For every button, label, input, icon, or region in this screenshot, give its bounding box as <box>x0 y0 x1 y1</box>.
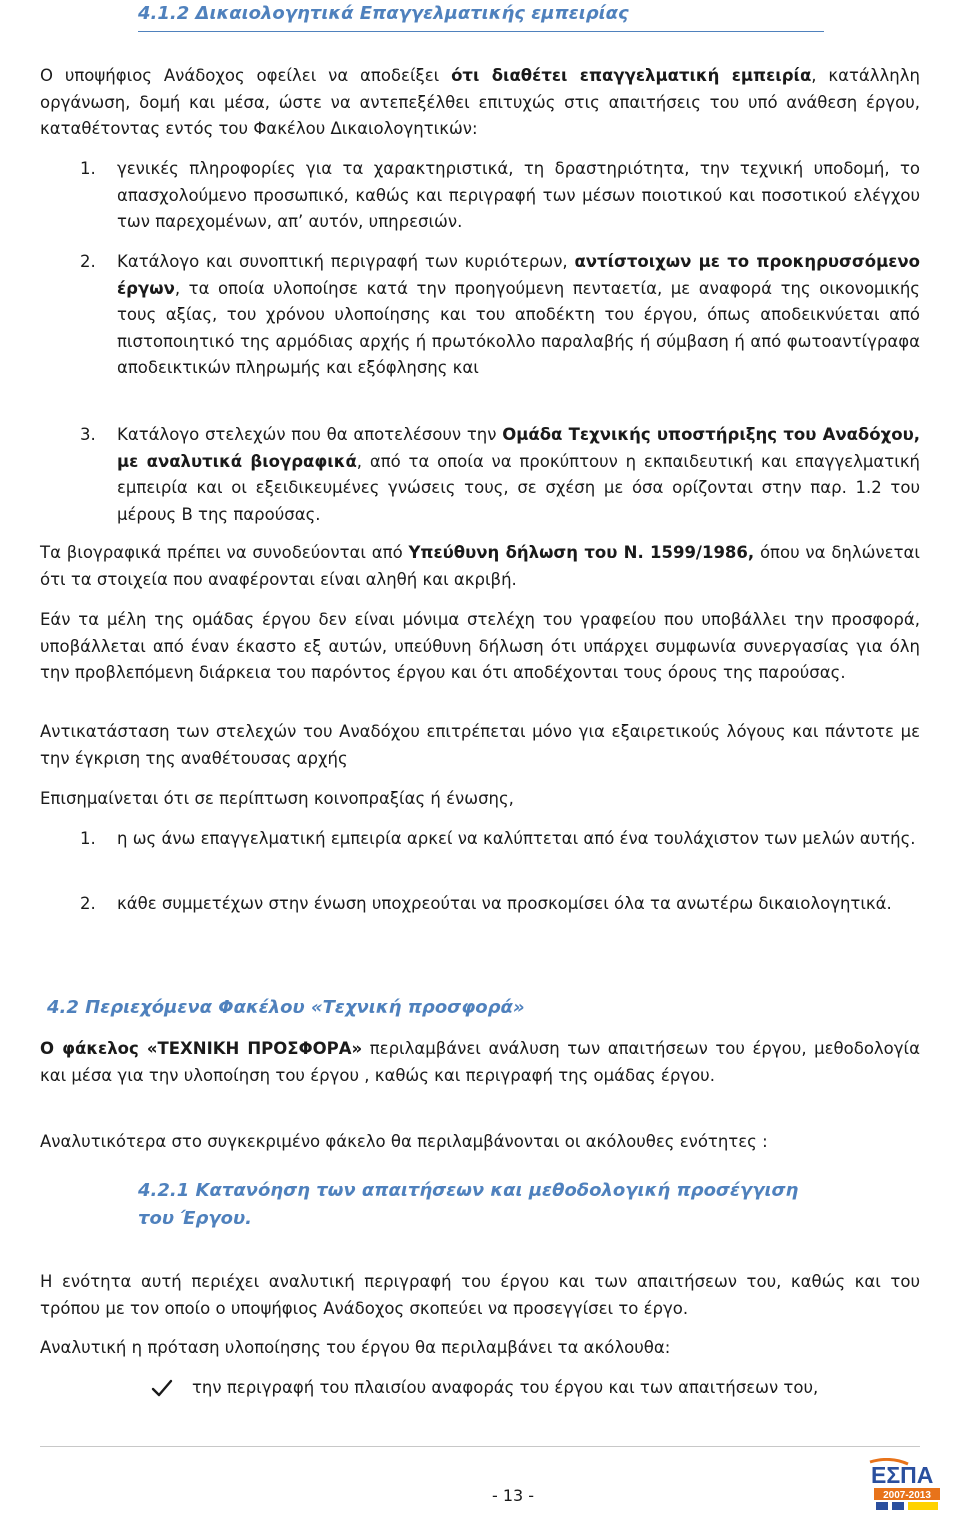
check-item-text: την περιγραφή του πλαισίου αναφοράς του έργου και των απαιτήσεων του, <box>192 1378 819 1397</box>
heading-line-2: του Έργου. <box>138 1208 253 1229</box>
list-number: 2. <box>80 252 96 271</box>
espa-logo <box>868 1458 942 1510</box>
list-item-bold-text: αντίστοιχων με το προκηρυσσόμενο έργων <box>117 252 920 298</box>
list-item-text-end: , από τα οποία να προκύπτουν η εκπαιδευτική και επαγγελματική εμπειρία και οι εξειδικευμένες γνώσεις τους, σε σχέση με όσα ορίζονται στην παρ. 1.2 του μέρους Β της παρούσας. <box>117 451 920 524</box>
folder-bold-text: Ο φάκελος «ΤΕΧΝΙΚΗ ΠΡΟΣΦΟΡΑ» <box>40 1039 363 1058</box>
detail-text: Αναλυτικότερα στο συγκεκριμένο φάκελο θα περιλαμβάνονται οι ακόλουθες ενότητες : <box>40 1132 768 1151</box>
list-number: 1. <box>80 829 96 848</box>
espa-logo-icon <box>868 1458 942 1510</box>
svg-text:ΕΣΠΑ: ΕΣΠΑ <box>871 1462 934 1488</box>
list-item <box>117 249 920 382</box>
section-heading-4-2: 4.2 Περιεχόμενα Φακέλου «Τεχνική προσφορά» <box>47 997 525 1018</box>
cv-text: Τα βιογραφικά πρέπει να συνοδεύονται από <box>40 543 409 562</box>
list-item-text: κάθε συμμετέχων στην ένωση υποχρεούται να προσκομίσει όλα τα ανωτέρω δικαιολογητικά. <box>117 894 892 913</box>
replacement-paragraph <box>40 719 920 772</box>
intro-text-end: , κατάλληλη οργάνωση, δομή και μέσα, ώστε να αντεπεξέλθει επιτυχώς στις απαιτήσεις του υπό ανάθεση έργου, καταθέτοντας εντός του Φακέλου Δικαιολογητικών: <box>40 66 920 138</box>
members-text: Εάν τα μέλη της ομάδας έργου δεν είναι μόνιμα στελέχη του γραφείου που υποβάλλει την προσφορά, υποβάλλεται από έναν έκαστο εξ αυτών, υπεύθυνη δήλωση ότι υπάρχει συμφωνία συνεργασίας για όλη την προβλεπόμενη διάρκεια του παρόντος έργου και ότι αποδέχονται τους όρους της παρούσας. <box>40 610 920 682</box>
list-item-bold-text: Ομάδα Τεχνικής υποστήριξης του Αναδόχου, με αναλυτικά βιογραφικά <box>117 425 920 471</box>
heading-line-1: 4.2.1 Κατανόηση των απαιτήσεων και μεθοδολογική προσέγγιση <box>138 1180 799 1201</box>
detail-paragraph <box>40 1129 920 1156</box>
list-number: 3. <box>80 425 96 444</box>
list-item-text: Κατάλογο και συνοπτική περιγραφή των κυριότερων, <box>117 252 575 271</box>
cv-bold-text: Υπεύθυνη δήλωση του Ν. 1599/1986, <box>408 543 755 562</box>
section-description-text: Η ενότητα αυτή περιέχει αναλυτική περιγραφή του έργου και των απαιτήσεων του, καθώς και του τρόπου με τον οποίο ο υποψήφιος Ανάδοχος σκοπεύει να προσεγγίσει το έργο. <box>40 1272 920 1318</box>
proposal-paragraph <box>40 1335 920 1362</box>
footer-divider <box>40 1446 920 1447</box>
heading-underline <box>138 31 824 32</box>
cv-text-end: όπου να δηλώνεται ότι τα στοιχεία που αναφέρονται είναι αληθή και ακριβή. <box>40 543 920 589</box>
proposal-text: Αναλυτική η πρόταση υλοποίησης του έργου θα περιλαμβάνει τα ακόλουθα: <box>40 1338 671 1357</box>
replacement-text: Αντικατάσταση των στελεχών του Αναδόχου επιτρέπεται μόνο για εξαιρετικούς λόγους και πάντοτε με την έγκριση της αναθέτουσας αρχής <box>40 722 920 768</box>
section-heading-4-2-1 <box>138 1177 898 1233</box>
list-item-text: η ως άνω επαγγελματική εμπειρία αρκεί να καλύπτεται από ένα τουλάχιστον των μελών αυτής. <box>117 829 916 848</box>
checkmark-icon <box>150 1376 174 1400</box>
list-item <box>117 422 920 528</box>
folder-text: περιλαμβάνει ανάλυση των απαιτήσεων του έργου, μεθοδολογία και μέσα για την υλοποίηση του έργου , καθώς και περιγραφή της ομάδας έργου. <box>40 1039 921 1085</box>
list-item <box>117 891 920 918</box>
list-item <box>117 826 920 853</box>
note-text: Επισημαίνεται ότι σε περίπτωση κοινοπραξίας ή ένωσης, <box>40 789 514 808</box>
intro-paragraph <box>40 63 920 143</box>
section-description-paragraph <box>40 1269 920 1322</box>
section-heading-4-1-2: 4.1.2 Δικαιολογητικά Επαγγελματικής εμπειρίας <box>138 3 629 24</box>
intro-bold-text: ότι διαθέτει επαγγελματική εμπειρία <box>451 66 812 85</box>
page-number: - 13 - <box>491 1486 535 1505</box>
folder-paragraph <box>40 1036 920 1089</box>
svg-text:2007-2013: 2007-2013 <box>883 1490 931 1501</box>
intro-text: Ο υποψήφιος Ανάδοχος οφείλει να αποδείξει <box>40 66 452 85</box>
list-item-text: Κατάλογο στελεχών που θα αποτελέσουν την <box>117 425 503 444</box>
list-number: 1. <box>80 159 96 178</box>
members-paragraph <box>40 607 920 687</box>
list-item <box>117 156 920 236</box>
cv-paragraph <box>40 540 920 593</box>
note-paragraph <box>40 786 920 813</box>
list-item-text: γενικές πληροφορίες για τα χαρακτηριστικά, τη δραστηριότητα, την τεχνική υποδομή, το απασχολούμενο προσωπικό, καθώς και περιγραφή των μέσων ποιοτικού και ποσοτικού ελέγχου των παρεχομένων, απ’ αυτόν, υπηρεσιών. <box>117 159 920 231</box>
list-item-text-end: , τα οποία υλοποίησε κατά την προηγούμενη πενταετία, με αναφορά της οικονομικής τους αξίας, του χρόνου υλοποίησης και του αποδέκτη του έργου, όπως αποδεικνύεται από πιστοποιητικό της αρμόδιας αρχής ή πρωτόκολλο παραλαβής ή σύμβαση ή από φωτοαντίγραφα αποδεικτικών πληρωμής και εξόφλησης και <box>117 278 920 377</box>
list-number: 2. <box>80 894 96 913</box>
